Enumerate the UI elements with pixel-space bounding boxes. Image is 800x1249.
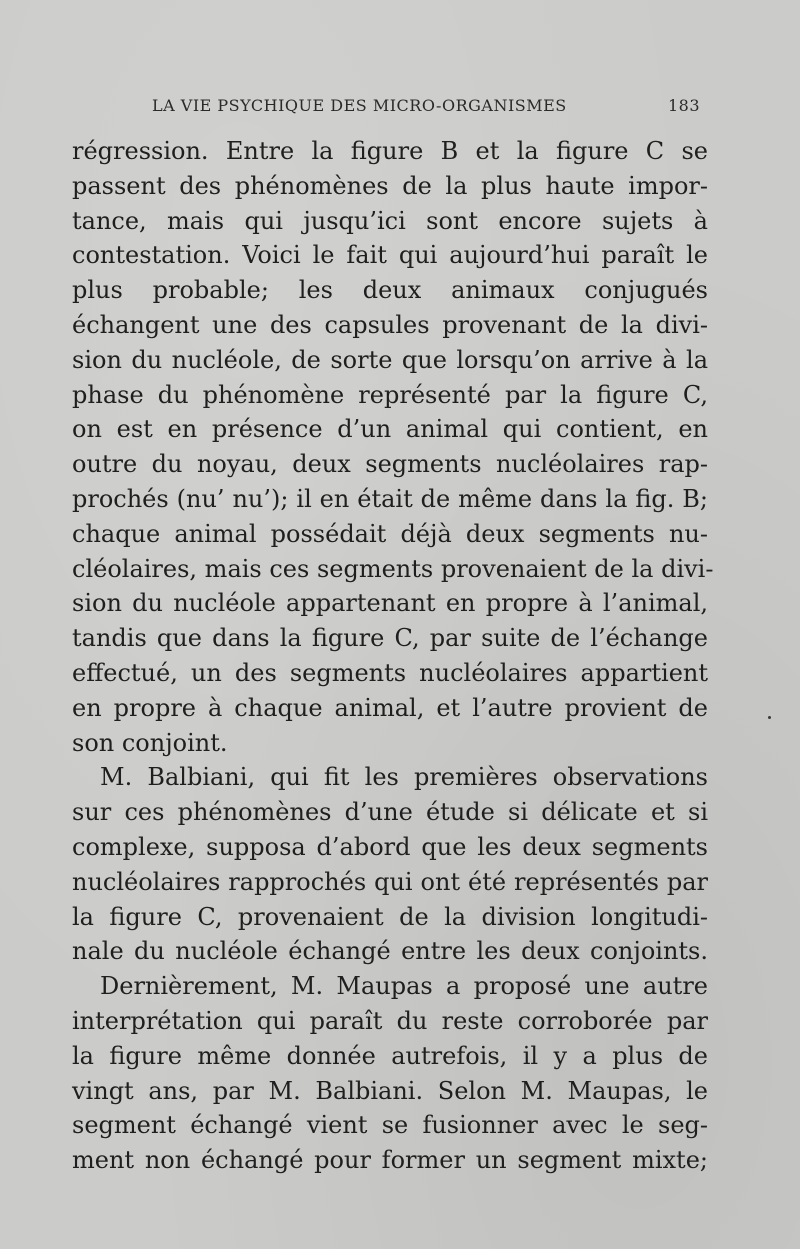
- paper-speck: [768, 716, 771, 719]
- page-header: [152, 96, 700, 122]
- text-line: phase du phénomène représenté par la figure C,: [72, 380, 708, 409]
- text-line: tance, mais qui jusqu’ici sont encore sujets à: [72, 206, 708, 235]
- text-line: cléolaires, mais ces segments provenaient de la divi-: [72, 554, 714, 583]
- text-line: chaque animal possédait déjà deux segments nu-: [72, 519, 708, 548]
- text-line: passent des phénomènes de la plus haute impor-: [72, 171, 708, 200]
- text-line: sion du nucléole, de sorte que lorsqu’on arrive à la: [72, 345, 708, 374]
- text-line: échangent une des capsules provenant de la divi-: [72, 310, 708, 339]
- text-line: M. Balbiani, qui fit les premières observations: [100, 763, 708, 792]
- text-line: régression. Entre la figure B et la figure C se: [72, 137, 708, 165]
- text-line: nucléolaires rapprochés qui ont été représentés par: [72, 867, 708, 896]
- text-line: plus probable; les deux animaux conjugués: [72, 276, 708, 305]
- text-line: tandis que dans la figure C, par suite de l’échange: [72, 624, 708, 653]
- text-line: vingt ans, par M. Balbiani. Selon M. Maupas, le: [72, 1076, 708, 1105]
- text-line: la figure C, provenaient de la division longitudi-: [72, 902, 708, 931]
- text-line: son conjoint.: [72, 728, 228, 757]
- text-line: Dernièrement, M. Maupas a proposé une autre: [100, 972, 708, 1001]
- text-line: nale du nucléole échangé entre les deux conjoints.: [72, 937, 708, 966]
- text-line: sur ces phénomènes d’une étude si délicate et si: [72, 798, 708, 827]
- text-line: interprétation qui paraît du reste corroborée par: [72, 1006, 708, 1035]
- text-line: contestation. Voici le fait qui aujourd’hui paraît le: [72, 241, 708, 270]
- text-line: effectué, un des segments nucléolaires appartient: [72, 658, 708, 687]
- text-line: en propre à chaque animal, et l’autre provient de: [72, 693, 708, 722]
- page-number: 183: [667, 96, 700, 115]
- running-title: LA VIE PSYCHIQUE DES MICRO-ORGANISMES: [152, 96, 567, 115]
- text-line: on est en présence d’un animal qui contient, en: [72, 415, 708, 444]
- text-line: complexe, supposa d’abord que les deux segments: [72, 832, 708, 861]
- text-line: prochés (nu’ nu’); il en était de même dans la fig. B;: [72, 484, 708, 513]
- text-line: segment échangé vient se fusionner avec le seg-: [72, 1111, 708, 1140]
- text-line: ment non échangé pour former un segment mixte;: [72, 1146, 708, 1175]
- text-line: la figure même donnée autrefois, il y a plus de: [72, 1041, 708, 1070]
- text-line: outre du noyau, deux segments nucléolaires rap-: [72, 450, 708, 479]
- text-line: sion du nucléole appartenant en propre à l’animal,: [72, 589, 708, 618]
- body-text: [72, 134, 714, 1178]
